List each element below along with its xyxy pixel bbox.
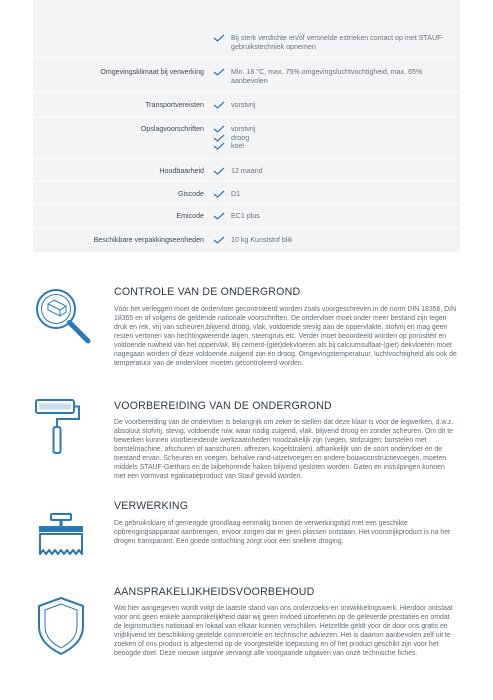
- row-divider: [33, 227, 460, 228]
- check-icon: [213, 68, 225, 76]
- spec-value: vorstvrij: [211, 101, 451, 110]
- spec-value: koel: [211, 142, 451, 151]
- check-icon: [213, 134, 225, 142]
- section-text: De gebruiksklare of gemengde grondlaag eenmalig binnen de verwerkingstijd met een geschikte opbrengingsapparaat aanbrengen, ervoor zorgen dat er geen plassen ontstaan. Het voorstrijkproduct is na het drogen transparant. Een goede ontluchting zorgt voor een snellere droging.: [114, 520, 450, 545]
- spec-label: Transportvereisten: [145, 101, 204, 109]
- row-divider: [33, 57, 460, 58]
- spec-value: 12 maand: [211, 167, 451, 176]
- row-divider: [33, 181, 460, 182]
- spec-value: D1: [211, 190, 451, 199]
- paint-roller-icon: [33, 397, 93, 457]
- spec-label: Omgevingsklimaat bij verwerking: [100, 68, 204, 76]
- row-divider: [33, 91, 460, 92]
- section-title: CONTROLE VAN DE ONDERGROND: [114, 286, 301, 298]
- check-icon: [213, 190, 225, 198]
- spec-table: [33, 0, 460, 252]
- section-text: De voorbereiding van de ondervloer is belangrijk om zeker te stellen dat deze klaar is voor de legwerken, d.w.z. absoluut stofvrij, stevig, voldoende ruw, waar nodig zuigend, vlak, blijvend droog en zonder scheuren. Om dit te bewerken kunnen voorbereidende werkzaamheden noodzakelijk zijn (vegen, stofzuigen; borstelen met borstelmachine, afschuren of aanschuren, affrezen, kogelstralen), afhankelijk van de soort ondervloer en de toestand ervan. Scheuren en voegen, behalve rand-uitzetvoegen en andere bouwconstructievoegen, moeten middels STAUF-Giethars en de bijbehorende haken blijvend gesloten worden. Gaten en instulpingen kunnen met een vormvast egalisatieproduct van Stauf gevuld worden.: [114, 419, 454, 480]
- spec-label: Beschikbare verpakkingseenheden: [93, 236, 204, 244]
- spec-label: Emicode: [176, 212, 204, 220]
- section-title: VERWERKING: [114, 500, 189, 512]
- row-divider: [33, 117, 460, 118]
- section-text: Wat hier aangegeven wordt volgt de laatste stand van ons onderzoeks-en ontwikkelingswerk. Hierdoor ontstaat voor ons geen enkele aansprakelijkheid daar wij geen invloed uitoefenen op de geleverde prestaties en omdat de leginstructies nationaal en lokaal van elkaar kunnen verschillen. Hetzelfde geldt voor de door ons gratis en vrijblijvend ter beschikking gestelde commerciële en technische adviezen. Het is daarom aanbevolen zelf uit te zoeken of ons product is afgestemd op de voorgestelde toepassing en of het product geschikt zijn voor het beoogde doel. Deze nieuwe uitgave vervangt alle voorgaande uitgaven van onze technische fiches.: [114, 605, 453, 657]
- spec-value: 10 kg Kunststof blik: [211, 236, 451, 245]
- magnifier-icon: [33, 286, 93, 346]
- spec-value: Min. 18 °C, max. 75% omgevingsluchtvochtigheid, max. 65% aanbevolen: [211, 68, 451, 85]
- check-icon: [213, 167, 225, 175]
- spec-label: Giscode: [177, 190, 204, 198]
- row-divider: [33, 204, 460, 205]
- check-icon: [213, 34, 225, 42]
- check-icon: [213, 125, 225, 133]
- check-icon: [213, 236, 225, 244]
- section-title: VOORBEREIDING VAN DE ONDERGROND: [114, 400, 332, 412]
- spec-label: Houdbaarheid: [159, 167, 204, 175]
- spec-value: vorstvrij: [211, 125, 451, 134]
- shield-icon: [33, 596, 93, 656]
- check-icon: [213, 212, 225, 220]
- spec-label: Opslagvoorschriften: [140, 125, 204, 133]
- section-text: Vóór het verleggen moet de ondervloer gecontroleerd worden zoals voorgeschreven in de norm DIN 18356, DIN 18365 en of volgens de geldende nationale voorschriften. De ondervloer moet onder meer bestand zijn tegen druk en rek, vrij van scheuren,blijvend droog, vlak, voldoende stevig aan de oppervlakte, stofvrij en mag geen resten vertonen van hechtingwerende lagen, steengruis etc. Verder moet beoordeeld worden op porositeit en voldoende ruwheid van het oppervlak. Bij cement-(giet)dekvloeren als bij calciumsulfaat-(giet) dekvloeren moet nagegaan worden of deze voldoende zuigend zijn en droog. Omgevingstemperatuur, luchtvochtigheid als ook de temperatuur van de ondervloer moeten gecontroleerd worden.: [114, 306, 457, 367]
- section-title: AANSPRAKELIJKHEIDSVOORBEHOUD: [114, 586, 315, 598]
- check-icon: [213, 142, 225, 150]
- spec-value: droog: [211, 134, 451, 143]
- check-icon: [213, 101, 225, 109]
- notched-trowel-icon: [33, 512, 93, 572]
- row-divider: [33, 158, 460, 159]
- spec-value: Bij sterk verdichte en/of versnelde estrieken contact op met STAUF-gebruikstechniek opnemen: [211, 34, 451, 51]
- spec-value: EC1 plus: [211, 212, 451, 221]
